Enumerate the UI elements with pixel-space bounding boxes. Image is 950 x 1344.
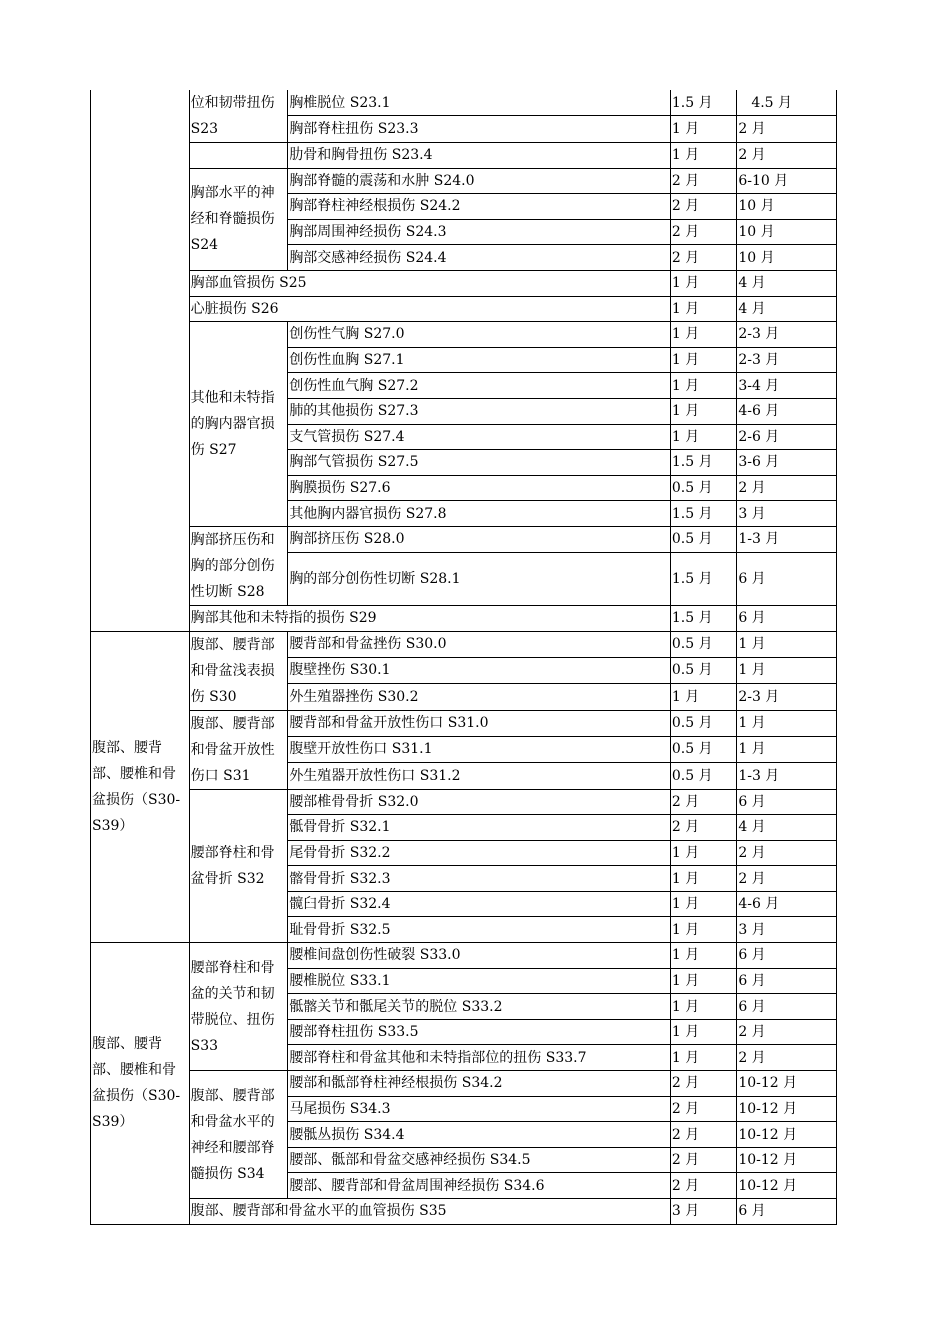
item-name: 肺的其他损伤 S27.3 bbox=[288, 398, 671, 424]
item-name: 胸的部分创伤性切断 S28.1 bbox=[288, 552, 671, 605]
table-row bbox=[91, 789, 837, 815]
subgroup-s25: 胸部血管损伤 S25 bbox=[189, 270, 670, 296]
period-a: 1 月 bbox=[670, 116, 736, 143]
period-b: 10-12 月 bbox=[737, 1173, 837, 1199]
period-b: 10-12 月 bbox=[737, 1096, 837, 1122]
item-name: 胸部交感神经损伤 S24.4 bbox=[288, 245, 671, 271]
item-name: 马尾损伤 S34.3 bbox=[288, 1096, 671, 1122]
period-b: 10-12 月 bbox=[737, 1071, 837, 1097]
item-name: 其他胸内器官损伤 S27.8 bbox=[288, 501, 671, 527]
period-b: 2-3 月 bbox=[737, 322, 837, 348]
item-name: 胸部挤压伤 S28.0 bbox=[288, 526, 671, 552]
period-a: 2 月 bbox=[670, 1147, 736, 1173]
period-a: 2 月 bbox=[670, 1071, 736, 1097]
group-s30-s39: 腹部、腰背部、腰椎和骨盆损伤（S30-S39） bbox=[91, 631, 190, 943]
period-a: 1.5 月 bbox=[670, 552, 736, 605]
item-name: 支气管损伤 S27.4 bbox=[288, 424, 671, 450]
period-a: 1 月 bbox=[670, 1019, 736, 1045]
item-name: 腰背部和骨盆挫伤 S30.0 bbox=[288, 631, 671, 657]
period-a: 2 月 bbox=[670, 219, 736, 245]
period-b: 2 月 bbox=[737, 1019, 837, 1045]
period-a: 1 月 bbox=[670, 1045, 736, 1071]
group-cell-empty bbox=[91, 90, 190, 631]
table-row bbox=[91, 143, 837, 169]
item-name: 髂骨骨折 S32.3 bbox=[288, 866, 671, 892]
period-a: 0.5 月 bbox=[670, 710, 736, 736]
period-b: 6 月 bbox=[737, 789, 837, 815]
period-b: 1-3 月 bbox=[737, 526, 837, 552]
period-a: 0.5 月 bbox=[670, 736, 736, 762]
period-b: 6 月 bbox=[737, 994, 837, 1020]
subgroup-s27: 其他和未特指的胸内器官损伤 S27 bbox=[189, 322, 288, 527]
item-name: 腰部、骶部和骨盆交感神经损伤 S34.5 bbox=[288, 1147, 671, 1173]
period-b: 1 月 bbox=[737, 710, 837, 736]
period-b: 6-10 月 bbox=[737, 168, 837, 194]
period-a: 2 月 bbox=[670, 1096, 736, 1122]
item-name: 耻骨骨折 S32.5 bbox=[288, 917, 671, 943]
period-b: 2 月 bbox=[737, 866, 837, 892]
item-name: 腰部和骶部脊柱神经根损伤 S34.2 bbox=[288, 1071, 671, 1097]
period-a: 1 月 bbox=[670, 684, 736, 710]
item-name: 创伤性血胸 S27.1 bbox=[288, 347, 671, 373]
period-a: 2 月 bbox=[670, 815, 736, 841]
period-a: 1 月 bbox=[670, 296, 736, 322]
period-a: 1 月 bbox=[670, 968, 736, 994]
table-row bbox=[91, 1199, 837, 1225]
item-name: 腰部椎骨骨折 S32.0 bbox=[288, 789, 671, 815]
item-name: 胸膜损伤 S27.6 bbox=[288, 475, 671, 501]
item-name: 骶骨骨折 S32.1 bbox=[288, 815, 671, 841]
period-b: 10 月 bbox=[737, 194, 837, 220]
period-a: 1 月 bbox=[670, 891, 736, 917]
subgroup-s30: 腹部、腰背部和骨盆浅表损伤 S30 bbox=[189, 631, 288, 710]
period-b: 6 月 bbox=[737, 968, 837, 994]
period-a: 2 月 bbox=[670, 1122, 736, 1148]
item-name: 胸部脊柱扭伤 S23.3 bbox=[288, 116, 671, 143]
period-a: 0.5 月 bbox=[670, 631, 736, 657]
period-a: 1.5 月 bbox=[670, 450, 736, 476]
item-name: 腹壁挫伤 S30.1 bbox=[288, 657, 671, 683]
period-a: 1 月 bbox=[670, 994, 736, 1020]
period-a: 1 月 bbox=[670, 143, 736, 169]
period-a: 3 月 bbox=[670, 1199, 736, 1225]
period-b: 4 月 bbox=[737, 296, 837, 322]
period-b: 4.5 月 bbox=[737, 90, 837, 116]
item-name: 腰骶丛损伤 S34.4 bbox=[288, 1122, 671, 1148]
subgroup-s34: 腹部、腰背部和骨盆水平的神经和腰部脊髓损伤 S34 bbox=[189, 1071, 288, 1199]
period-a: 2 月 bbox=[670, 789, 736, 815]
item-name: 腰部、腰背部和骨盆周围神经损伤 S34.6 bbox=[288, 1173, 671, 1199]
subgroup-s24: 胸部水平的神经和脊髓损伤 S24 bbox=[189, 168, 288, 270]
item-name: 创伤性气胸 S27.0 bbox=[288, 322, 671, 348]
item-name: 腹壁开放性伤口 S31.1 bbox=[288, 736, 671, 762]
table-row bbox=[91, 605, 837, 631]
subgroup-s33: 腰部脊柱和骨盆的关节和韧带脱位、扭伤 S33 bbox=[189, 943, 288, 1071]
period-b: 10-12 月 bbox=[737, 1147, 837, 1173]
period-a: 1 月 bbox=[670, 373, 736, 399]
item-name: 腰背部和骨盆开放性伤口 S31.0 bbox=[288, 710, 671, 736]
subgroup-s32: 腰部脊柱和骨盆骨折 S32 bbox=[189, 789, 288, 943]
item-name: 尾骨骨折 S32.2 bbox=[288, 840, 671, 866]
period-a: 0.5 月 bbox=[670, 526, 736, 552]
period-b: 1 月 bbox=[737, 631, 837, 657]
period-a: 2 月 bbox=[670, 245, 736, 271]
subgroup-s29: 胸部其他和未特指的损伤 S29 bbox=[189, 605, 670, 631]
subgroup-s28: 胸部挤压伤和胸的部分创伤性切断 S28 bbox=[189, 526, 288, 605]
item-name: 胸部周围神经损伤 S24.3 bbox=[288, 219, 671, 245]
item-name: 外生殖器挫伤 S30.2 bbox=[288, 684, 671, 710]
period-a: 0.5 月 bbox=[670, 763, 736, 789]
period-b: 2 月 bbox=[737, 475, 837, 501]
item-name: 腰椎脱位 S33.1 bbox=[288, 968, 671, 994]
table-row bbox=[91, 526, 837, 552]
period-b: 2 月 bbox=[737, 840, 837, 866]
period-b: 10 月 bbox=[737, 219, 837, 245]
period-b: 6 月 bbox=[737, 943, 837, 969]
period-a: 1 月 bbox=[670, 270, 736, 296]
period-a: 1 月 bbox=[670, 917, 736, 943]
period-a: 2 月 bbox=[670, 168, 736, 194]
period-b: 2-6 月 bbox=[737, 424, 837, 450]
subgroup-s35: 腹部、腰背部和骨盆水平的血管损伤 S35 bbox=[189, 1199, 670, 1225]
item-name: 创伤性血气胸 S27.2 bbox=[288, 373, 671, 399]
period-b: 3 月 bbox=[737, 917, 837, 943]
table-row bbox=[91, 1071, 837, 1097]
period-b: 6 月 bbox=[737, 552, 837, 605]
period-b: 6 月 bbox=[737, 1199, 837, 1225]
group-s30-s39: 腹部、腰背部、腰椎和骨盆损伤（S30-S39） bbox=[91, 943, 190, 1225]
item-name: 骶髂关节和骶尾关节的脱位 S33.2 bbox=[288, 994, 671, 1020]
table-row bbox=[91, 168, 837, 194]
period-b: 10-12 月 bbox=[737, 1122, 837, 1148]
period-a: 1 月 bbox=[670, 943, 736, 969]
period-b: 1 月 bbox=[737, 736, 837, 762]
period-b: 3-6 月 bbox=[737, 450, 837, 476]
item-name: 胸椎脱位 S23.1 bbox=[288, 90, 671, 116]
period-b: 4-6 月 bbox=[737, 398, 837, 424]
table-row bbox=[91, 296, 837, 322]
table-row bbox=[91, 943, 837, 969]
period-b: 2-3 月 bbox=[737, 347, 837, 373]
item-name: 胸部气管损伤 S27.5 bbox=[288, 450, 671, 476]
period-a: 1 月 bbox=[670, 398, 736, 424]
subgroup-cell-empty bbox=[189, 143, 288, 169]
injury-table bbox=[90, 90, 837, 1225]
item-name: 外生殖器开放性伤口 S31.2 bbox=[288, 763, 671, 789]
period-a: 1 月 bbox=[670, 424, 736, 450]
period-a: 0.5 月 bbox=[670, 475, 736, 501]
subgroup-s31: 腹部、腰背部和骨盆开放性伤口 S31 bbox=[189, 710, 288, 789]
table-row bbox=[91, 710, 837, 736]
table-row bbox=[91, 631, 837, 657]
item-name: 腰部脊柱扭伤 S33.5 bbox=[288, 1019, 671, 1045]
period-a: 1.5 月 bbox=[670, 605, 736, 631]
period-b: 10 月 bbox=[737, 245, 837, 271]
period-b: 1-3 月 bbox=[737, 763, 837, 789]
item-name: 髋臼骨折 S32.4 bbox=[288, 891, 671, 917]
period-b: 3 月 bbox=[737, 501, 837, 527]
period-b: 3-4 月 bbox=[737, 373, 837, 399]
table-row bbox=[91, 322, 837, 348]
period-b: 4 月 bbox=[737, 270, 837, 296]
period-a: 1 月 bbox=[670, 322, 736, 348]
period-a: 0.5 月 bbox=[670, 657, 736, 683]
item-name: 胸部脊柱神经根损伤 S24.2 bbox=[288, 194, 671, 220]
period-b: 6 月 bbox=[737, 605, 837, 631]
subgroup-s23: 位和韧带扭伤 S23 bbox=[189, 90, 288, 143]
item-name: 肋骨和胸骨扭伤 S23.4 bbox=[288, 143, 671, 169]
period-a: 1 月 bbox=[670, 347, 736, 373]
item-name: 胸部脊髓的震荡和水肿 S24.0 bbox=[288, 168, 671, 194]
item-name: 腰部脊柱和骨盆其他和未特指部位的扭伤 S33.7 bbox=[288, 1045, 671, 1071]
period-b: 2 月 bbox=[737, 1045, 837, 1071]
period-b: 2-3 月 bbox=[737, 684, 837, 710]
table-row bbox=[91, 270, 837, 296]
period-b: 4 月 bbox=[737, 815, 837, 841]
period-b: 2 月 bbox=[737, 143, 837, 169]
item-name: 腰椎间盘创伤性破裂 S33.0 bbox=[288, 943, 671, 969]
period-a: 1 月 bbox=[670, 840, 736, 866]
period-b: 2 月 bbox=[737, 116, 837, 143]
period-a: 1 月 bbox=[670, 866, 736, 892]
period-b: 1 月 bbox=[737, 657, 837, 683]
period-a: 2 月 bbox=[670, 1173, 736, 1199]
period-a: 2 月 bbox=[670, 194, 736, 220]
subgroup-s26: 心脏损伤 S26 bbox=[189, 296, 670, 322]
period-b: 4-6 月 bbox=[737, 891, 837, 917]
period-a: 1.5 月 bbox=[670, 501, 736, 527]
table-row bbox=[91, 90, 837, 116]
period-a: 1.5 月 bbox=[670, 90, 736, 116]
